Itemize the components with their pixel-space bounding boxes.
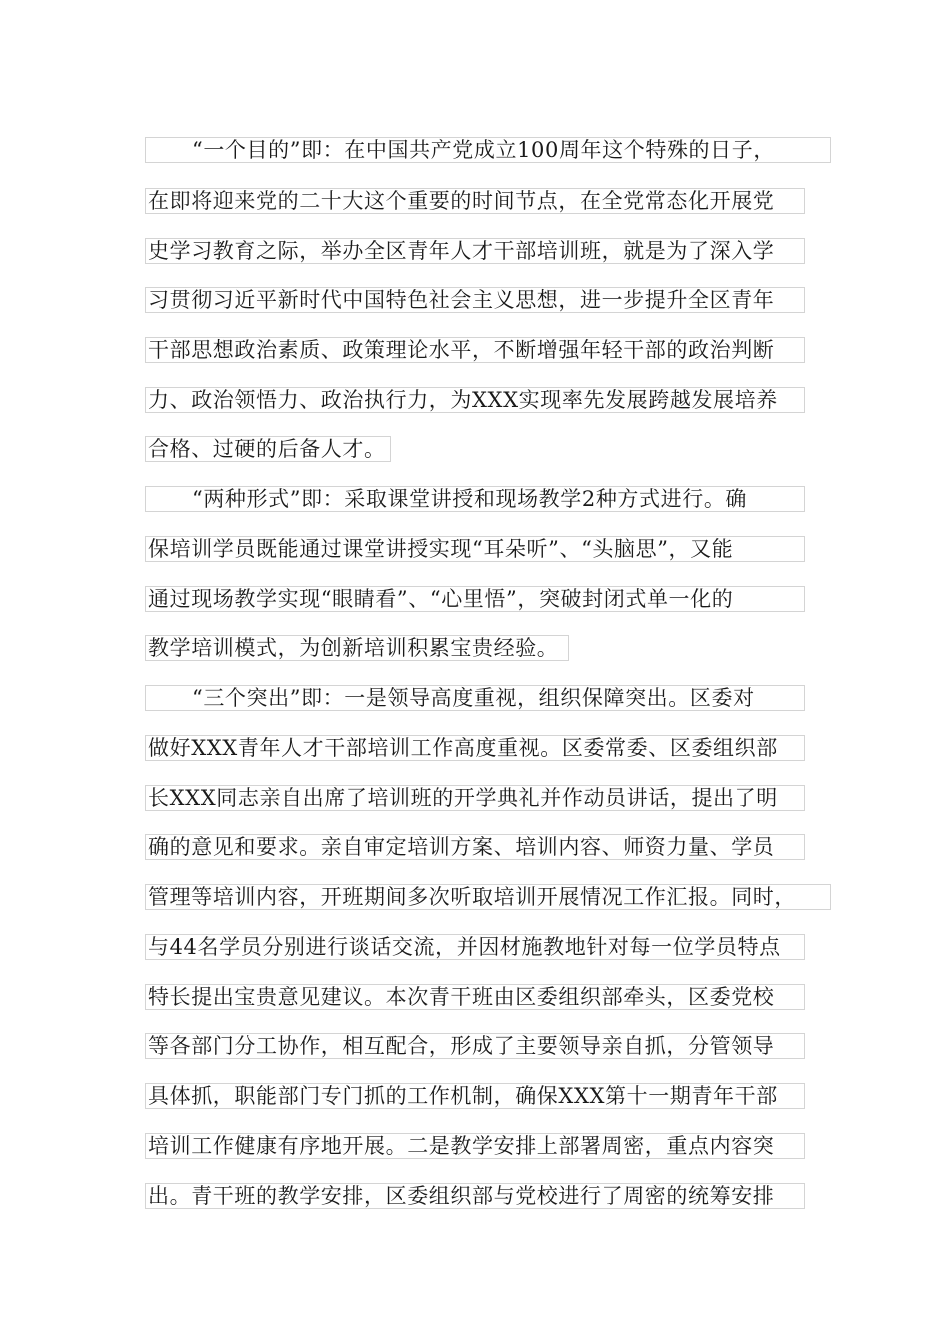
text-line: 与44名学员分别进行谈话交流，并因材施教地针对每一位学员特点: [145, 934, 805, 960]
text-line: 管理等培训内容，开班期间多次听取培训开展情况工作汇报。同时，: [145, 884, 831, 910]
text-line: 做好XXX青年人才干部培训工作高度重视。区委常委、区委组织部: [145, 735, 805, 761]
text-line: 保培训学员既能通过课堂讲授实现“耳朵听”、“头脑思”，又能: [145, 536, 805, 562]
text-line: “一个目的”即：在中国共产党成立100周年这个特殊的日子，: [145, 137, 831, 163]
text-line: 培训工作健康有序地开展。二是教学安排上部署周密，重点内容突: [145, 1133, 805, 1159]
text-line: 干部思想政治素质、政策理论水平，不断增强年轻干部的政治判断: [145, 337, 805, 363]
text-line: 力、政治领悟力、政治执行力，为XXX实现率先发展跨越发展培养: [145, 387, 805, 413]
text-line: 史学习教育之际，举办全区青年人才干部培训班，就是为了深入学: [145, 238, 805, 264]
text-line: “三个突出”即：一是领导高度重视，组织保障突出。区委对: [145, 685, 805, 711]
text-line: 特长提出宝贵意见建议。本次青干班由区委组织部牵头，区委党校: [145, 984, 805, 1010]
text-line: 长XXX同志亲自出席了培训班的开学典礼并作动员讲话，提出了明: [145, 785, 805, 811]
text-line: 合格、过硬的后备人才。: [145, 436, 391, 462]
text-line: 出。青干班的教学安排，区委组织部与党校进行了周密的统筹安排: [145, 1183, 805, 1209]
text-line: 教学培训模式，为创新培训积累宝贵经验。: [145, 635, 569, 661]
text-line: 具体抓，职能部门专门抓的工作机制，确保XXX第十一期青年干部: [145, 1083, 805, 1109]
text-line: 等各部门分工协作，相互配合，形成了主要领导亲自抓，分管领导: [145, 1033, 805, 1059]
text-line: “两种形式”即：采取课堂讲授和现场教学2种方式进行。确: [145, 486, 805, 512]
text-line: 通过现场教学实现“眼睛看”、“心里悟”，突破封闭式单一化的: [145, 586, 805, 612]
text-line: 确的意见和要求。亲自审定培训方案、培训内容、师资力量、学员: [145, 834, 805, 860]
text-line: 习贯彻习近平新时代中国特色社会主义思想，进一步提升全区青年: [145, 287, 805, 313]
text-line: 在即将迎来党的二十大这个重要的时间节点，在全党常态化开展党: [145, 188, 805, 214]
